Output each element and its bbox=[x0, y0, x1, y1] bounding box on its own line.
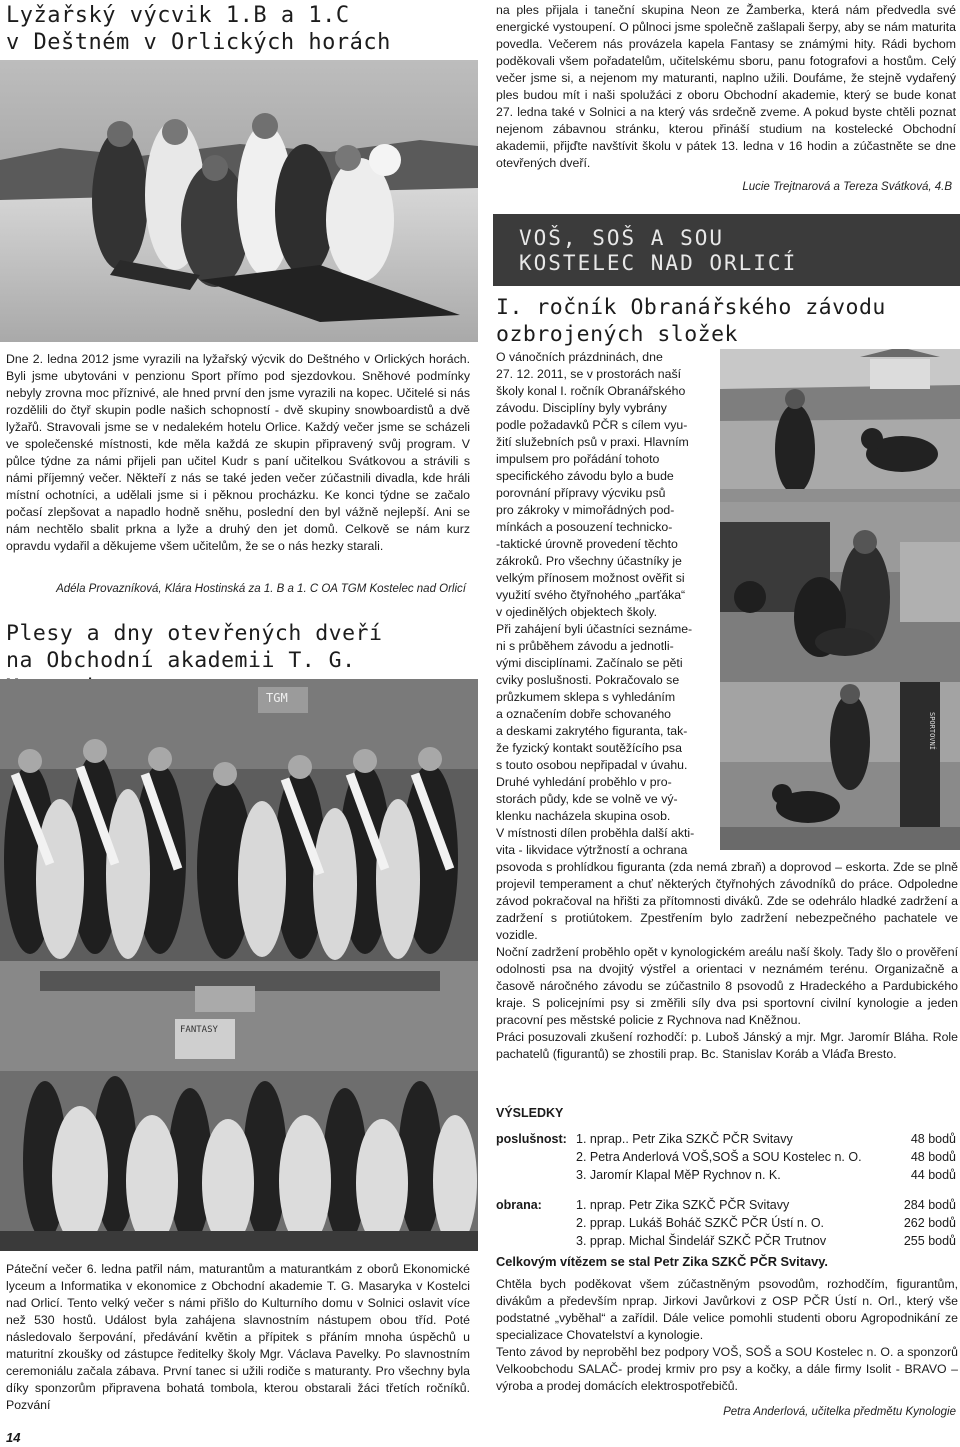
vos-line: zákroků. Pro všechny účastníky je bbox=[496, 554, 682, 568]
dog-photo-obstacle bbox=[720, 682, 960, 850]
vos-line: žití služebních psů v praxi. Hlavním bbox=[496, 435, 689, 449]
vos-line: ni s průběhem závodu a jednotli- bbox=[496, 639, 674, 653]
school-band-line2: KOSTELEC NAD ORLICÍ bbox=[519, 251, 798, 275]
ples-continuation bbox=[496, 2, 956, 172]
result-points: 48 bodů bbox=[910, 1150, 956, 1164]
vos-line: 27. 12. 2011, se v prostorách naší bbox=[496, 367, 682, 381]
results-table bbox=[496, 1130, 956, 1250]
result-name: 3. pprap. Michal Šindelář SZKČ PČR Trutnov bbox=[576, 1234, 827, 1248]
school-band-text bbox=[519, 226, 797, 276]
vos-line: Při zahájení byli účastníci seznáme- bbox=[496, 622, 693, 636]
result-row bbox=[496, 1214, 956, 1232]
ples-article-body bbox=[6, 1261, 470, 1414]
results-group-defense bbox=[496, 1196, 956, 1250]
result-name: 2. pprap. Lukáš Boháč SZKČ PČR Ústí n. O. bbox=[576, 1216, 825, 1230]
vos-full-body bbox=[496, 859, 958, 1063]
result-row bbox=[496, 1148, 956, 1166]
vos-narrow-column bbox=[496, 349, 712, 859]
vos-line: podle požadavků PČR s cílem vyu- bbox=[496, 418, 688, 432]
result-name: 1. nprap.. Petr Zika SZKČ PČR Svitavy bbox=[576, 1132, 793, 1146]
ski-credit: Adéla Provazníková, Klára Hostinská za 1. B a 1. C OA TGM Kostelec nad Orlicí bbox=[56, 583, 466, 595]
result-name: 1. nprap. Petr Zika SZKČ PČR Svitavy bbox=[576, 1198, 790, 1212]
vos-line: storách půdy, kde se volně ve vý- bbox=[496, 792, 678, 806]
ples-title-line2: na Obchodní akademii T. G. bbox=[6, 648, 356, 673]
dog-photo-attack bbox=[720, 502, 960, 682]
vos-line: klenku nacházela skupina osob. bbox=[496, 809, 671, 823]
ski-group-photo bbox=[0, 60, 478, 342]
vos-credit: Petra Anderlová, učitelka předmětu Kynologie bbox=[723, 1406, 956, 1418]
ples-photo-dance bbox=[0, 961, 478, 1251]
result-row bbox=[496, 1130, 956, 1148]
vos-line: školy konal I. ročník Obranářského bbox=[496, 384, 686, 398]
result-points: 44 bodů bbox=[910, 1168, 956, 1182]
vos-line: V místnosti dílen proběhla další akti- bbox=[496, 826, 695, 840]
ski-title-line1: Lyžařský výcvik 1.B a 1.C bbox=[6, 3, 350, 28]
results-group-obedience bbox=[496, 1130, 956, 1184]
vos-title-line2: ozbrojených složek bbox=[496, 322, 738, 347]
vos-line: s touto osobou nepřipadal v úvahu. bbox=[496, 758, 688, 772]
winner-line: Celkovým vítězem se stal Petr Zika SZKČ PČR Svitavy. bbox=[496, 1254, 828, 1269]
ples-paragraph: Páteční večer 6. ledna patřil nám, maturantům a maturantkám z oborů Ekonomické lyceum a Informatika v ekonomice z Obchodní akademie T. G. Masaryka v Kostelci nad Orlicí. Tento velký večer s námi přišlo do Kulturního domu v Solnici oslavit více než 530 hostů. Událost byla zahájena slavnostním nástupem obou tříd. Poté následovalo šerpování, předávání květin a přípitek s přáním mnoha úspěchů u maturitní zkoušky od zástupce ředitelky školy Mgr. Václava Pavelky. Po slavnostním ceremoniálu začala zábava. První tanec si užili rodiče s maturanty. Pro všechny byla díky sponzorům připravena bohatá tombola, kterou obstarali žáci třetích ročníků. Pozvání bbox=[6, 1262, 470, 1412]
results-heading: VÝSLEDKY bbox=[496, 1106, 564, 1120]
result-row bbox=[496, 1196, 956, 1214]
vos-line: specifického závodu bylo a bude bbox=[496, 469, 674, 483]
vos-article-title bbox=[496, 294, 960, 348]
vos-line: a deskami zakrytého figuranta, tak- bbox=[496, 724, 688, 738]
vos-paragraph-2: Noční zadržení proběhlo opět v kynologickém areálu naší školy. Tady šlo o prověření odolnosti psa na dvojitý výstřel a orientaci v neznámém terénu. Organizačně a časově náročného závodu se zúčastnilo 8 psovodů z Hradeckého a Pardubického kraje. S policejními psy si změřili síly dva psi sportovní civilní kynologie a jeden pracovní pes městské policie z Rychnova nad Kněžnou. bbox=[496, 945, 958, 1027]
ski-article-body bbox=[6, 351, 470, 555]
ples-continuation-paragraph: na ples přijala i taneční skupina Neon ze Žamberka, která nám předvedla své energické vystoupení. O půlnoci jsme společně zašlapali šerpy, aby se nám maturita povedla. Večerem nás provázela kapela Fantasy se známými hity. Rádi bychom poděkovali všem pořadatelům, učitelskému sboru, panu fotografovi a hostům. Celý večer jsme si, a nejenom my maturanti, naplno užili. Doufáme, že stejně vydařený ples budou mít i naši spolužáci z oboru Obchodní akademie, který se bude konat 27. ledna také v Solnici a na který vás srdečně zveme. A pokud byste chtěli poznat nejenom zábavnou stránku, kterou přináší studium na kostelecké Obchodní akademii, přijďte navštívit školu v pátek 13. ledna v 16 hodin a zúčastněte se dne otevřených dveří. bbox=[496, 3, 956, 170]
result-name: 3. Jaromír Klapal MěP Rychnov n. K. bbox=[576, 1168, 781, 1182]
result-points: 255 bodů bbox=[903, 1234, 956, 1248]
result-row bbox=[496, 1166, 956, 1184]
ples-photo-group bbox=[0, 679, 478, 961]
result-category-label: obrana: bbox=[496, 1198, 542, 1212]
dog-photo-training bbox=[720, 349, 960, 502]
ski-paragraph: Dne 2. ledna 2012 jsme vyrazili na lyžařský výcvik do Deštného v Orlických horách. Byli jsme ubytováni v penzionu Sport přímo pod sjezdovkou. Sněhové podmínky nebyly zrovna moc příznivé, ale hned první den jsme vyrazili na kopec. Učitelé si nás rozdělili do čtyř skupin podle našich schopností - dvě skupiny snowboardistů a dvě lyžařů. Stravovali jsme se v nedalekém hotelu Orlice. Každý večer jsme se scházeli ve společenské místnosti, kde měla každá ze skupin připravený svůj program. V půlce týdne za námi přijeli pan učitel Kudr s paní učitelkou Svátkovou a strávili s námi příjemný večer. Někteří z nás se také jeden večer zúčastnili divadla, kde hráli místní ochotníci, a udělali jsme si i pěknou procházku. Ke konci týdne se začalo počasí zlepšovat a napadlo hodně sněhu, poslední den byl vážně nejlepší. Ani se nám nechtělo sbalit prkna a lyže a druhý den jet domů. Celkově se nám kurz opravdu vydařil a děkujeme všem učitelům, že se o nás hezky starali. bbox=[6, 352, 470, 553]
vos-line: a označením dobře schovaného bbox=[496, 707, 672, 721]
result-category-label: poslušnost: bbox=[496, 1132, 567, 1146]
vos-paragraph-1: psovoda s prohlídkou figuranta (zda nemá zbraň) a doprovod – eskorta. Zde se plně projevil temperament a chuť některých čtyřnohých závodníků do práce. Odpoledne závod pokračoval na hřišti za přítomnosti diváků. Zde se odehrálo hladké zadržení a zadržení s protiútokem. Zpestřením bylo zadržení nebezpečného pachatele ve vozidle. bbox=[496, 860, 958, 942]
result-row bbox=[496, 1232, 956, 1250]
ples-title-line1: Plesy a dny otevřených dveří bbox=[6, 621, 383, 646]
ples-credit: Lucie Trejtnarová a Tereza Svátková, 4.B bbox=[742, 181, 952, 193]
vos-line: -taktické úrovně provedení těchto bbox=[496, 537, 678, 551]
vos-line: impulsem pro pořádání tohoto bbox=[496, 452, 660, 466]
page-number: 14 bbox=[6, 1430, 21, 1445]
vos-line: cviky poslušnosti. Pokračovalo se bbox=[496, 673, 680, 687]
result-points: 48 bodů bbox=[910, 1132, 956, 1146]
vos-line: že fyzický kontakt soutěžícího psa bbox=[496, 741, 682, 755]
vos-closing bbox=[496, 1276, 958, 1395]
vos-line: vými disciplínami. Začínalo se pěti bbox=[496, 656, 683, 670]
ski-article-title bbox=[6, 2, 476, 56]
vos-line: Druhé vyhledání proběhlo v pro- bbox=[496, 775, 672, 789]
ples-sign-text: FANTASY bbox=[180, 1025, 218, 1035]
obstacle-sign-text: SPORTOVNÍ bbox=[928, 712, 936, 750]
vos-line: O vánočních prázdninách, dne bbox=[496, 350, 663, 364]
vos-title-line1: I. ročník Obranářského závodu bbox=[496, 295, 886, 320]
vos-paragraph-3: Práci posuzovali zkušení rozhodčí: p. Luboš Jánský a mjr. Mgr. Jaromír Bláha. Role pachatelů (figurantů) se zhostili prap. Bc. Stanislav Koráb a Vláďa Bresto. bbox=[496, 1030, 958, 1061]
school-band-line1: VOŠ, SOŠ A SOU bbox=[519, 226, 725, 250]
vos-line: mínkách a posouzení technicko- bbox=[496, 520, 673, 534]
ples-banner-text: TGM bbox=[266, 691, 288, 705]
vos-line: v ojedinělých objektech školy. bbox=[496, 605, 658, 619]
result-points: 262 bodů bbox=[903, 1216, 956, 1230]
vos-line: závodu. Disciplíny byly vybrány bbox=[496, 401, 667, 415]
vos-line: vita - likvidace výtržností a ochrana bbox=[496, 843, 688, 857]
sponsors-paragraph: Tento závod by neproběhl bez podpory VOŠ, SOŠ a SOU Kostelec n. O. a sponzorů Velkoobchodu SALAČ- prodej krmiv pro psy a kočky, a dále firmy Isolit - BRAVO – výroba a prodej domácích elektrospotřebičů. bbox=[496, 1345, 958, 1393]
vos-line: průzkumem sklepa s vyhledáním bbox=[496, 690, 676, 704]
vos-line: porovnání přípravy výcviku psů bbox=[496, 486, 666, 500]
result-name: 2. Petra Anderlová VOŠ,SOŠ a SOU Kostelec n. O. bbox=[576, 1150, 862, 1164]
vos-line: velkým přínosem možnost ověřit si bbox=[496, 571, 685, 585]
ski-title-line2: v Deštném v Orlických horách bbox=[6, 30, 391, 55]
thanks-paragraph: Chtěla bych poděkovat všem zúčastněným psovodům, rozhodčím, figurantům, divákům a především nprap. Jirkovi Javůrkovi z OSP PČR Ústí n. Orl., který vše podstatné „vyběhal“ a zařídil. Dále velice pomohli studenti oboru Agropodnikání ze specializace Chovatelství a kynologie. bbox=[496, 1277, 958, 1342]
vos-line: pro zákroky v mimořádných pod- bbox=[496, 503, 675, 517]
school-band bbox=[493, 214, 960, 286]
vos-line: využití svého čtyřnohého „parťáka“ bbox=[496, 588, 686, 602]
result-points: 284 bodů bbox=[903, 1198, 956, 1212]
